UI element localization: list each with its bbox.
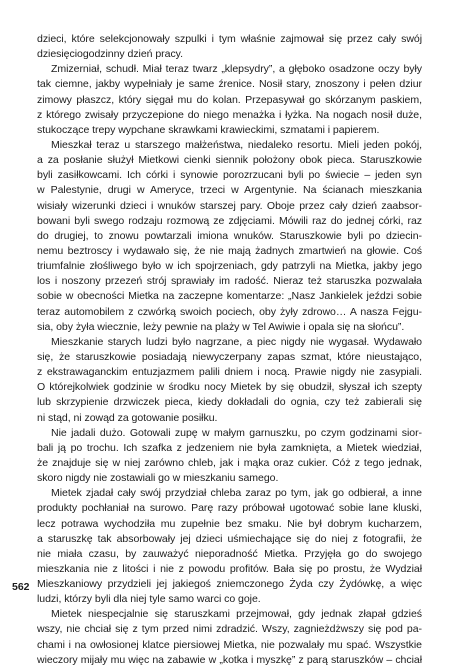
text-line: stukoczące trepy wypchane skrawkami krawieckimi, szmatami i papierem. xyxy=(37,123,380,136)
text-line: bali ją po trochu. Ich szafka z jedzeniem nie była zamknięta, a Mietek wiedział, xyxy=(37,441,422,454)
text-line: chami i na owłosionej klatce piersiowej Mietka, nie pozwalały mu spać. Wszystkie xyxy=(37,638,422,651)
text-line: z którego zwisały przyczepione do niego menażka i łyżka. Na nogach nosił duże, xyxy=(37,108,422,121)
text-line: byli zasiłkowcami. Ich córki i synowie porozrzucani byli po świecie – jeden syn xyxy=(37,169,422,182)
text-line: wisiały wizerunki dzieci i wnuków starszej pary. Oboje przez cały dzień zaabsor- xyxy=(37,199,422,212)
text-line: teraz automobilem z czwórką swoich pociech, oby żyły zdrowo… A nasza Fejgu- xyxy=(37,305,422,318)
text-line: triumfalnie złośliwego było w ich spojrzeniach, gdy patrzyli na Mietka, jakby jego xyxy=(37,260,422,273)
text-line: w Palestynie, drugi w Ameryce, trzeci w Argentynie. Na ścianach mieszkania xyxy=(37,184,422,197)
text-line: Nie jadali dużo. Gotowali zupę w małym garnuszku, po czym godzinami sior- xyxy=(51,426,422,439)
text-line: do drugiej, to znowu powtarzali imiona wnuków. Staruszkowie byli po dziecin- xyxy=(37,229,422,242)
text-line: lub skrzypienie drzwiczek pieca, kiedy dokładali do ognia, czy też zabierali się xyxy=(37,396,422,409)
text-line: sia, oby żyła wiecznie, leży pewnie na plaży w Tel Awiwie i opala się na słońcu”. xyxy=(37,320,405,333)
text-line: Mieszkał teraz u starszego małżeństwa, niedaleko resortu. Mieli jeden pokój, xyxy=(51,138,422,151)
page-number: 562 xyxy=(12,581,30,593)
text-line: Mietek zjadał cały swój przydział chleba zaraz po tym, jak go odbierał, a inne xyxy=(51,487,422,500)
text-line: los i noszony przezeń strój sprawiały im radość. Nieraz też staruszka pozwalała xyxy=(37,275,422,288)
text-line: a staruszkę tak absorbowały jej dzieci uśmiechające się do niej z fotografii, że xyxy=(37,532,422,545)
text-line: nie miała czasu, by zauważyć nieporadność Mietka. Przyjęła go do swojego xyxy=(37,547,422,560)
text-line: się, że staruszkowie posiadają niewyczerpany zapas szmat, które nieustająco, xyxy=(37,350,422,363)
text-line: a za posłanie służył Mietkowi cienki siennik położony obok pieca. Staruszkowie xyxy=(37,154,422,167)
text-line: Mieszkanie starych ludzi było nagrzane, a piec nigdy nie wygasał. Wydawało xyxy=(51,335,422,348)
text-line: Zmizerniał, schudł. Miał teraz twarz „klepsydry”, a głęboko osadzone oczy były xyxy=(51,63,422,76)
text-line: Mieszkaniowy przydzieli jej jakiegoś zniemczonego Żyda czy Żydówkę, a więc xyxy=(37,578,422,591)
text-line: zimowy płaszcz, który sięgał mu do kolan. Przepasywał go skórzanym paskiem, xyxy=(37,93,422,106)
text-line: dzieci, które selekcjonowały szpulki i tym właśnie zajmował się przez cały swój xyxy=(37,33,422,45)
body-text xyxy=(37,32,422,668)
text-line: ludzi, którzy byli dla niej tyle samo warci co goje. xyxy=(37,593,261,606)
text-line: skoro nigdy nie zostawiali go w mieszkaniu samego. xyxy=(37,472,279,485)
text-line: z ekstrawaganckim entuzjazmem palili dniem i nocą. Prawie nigdy nie zasypiali. xyxy=(37,366,422,379)
text-line: bowani byli swego rodzaju rozmową ze zdjęciami. Mówili raz do jednej córki, raz xyxy=(37,214,422,227)
text-line: sobie w obecności Mietka na zaczepne komentarze: „Nasz Jankielek jeździ sobie xyxy=(37,290,422,303)
text-line: tak ciemne, jakby wypełniały je same źrenice. Nosił stary, znoszony i pełen dziur xyxy=(37,78,422,91)
text-line: produkty pochłaniał na surowo. Parę razy próbował ugotować sobie lane kluski, xyxy=(37,502,422,515)
text-line: Mietek niespecjalnie się staruszkami przejmował, gdy jednak złapał gdzieś xyxy=(51,608,422,621)
text-line: lecz potrawa wychodziła mu zupełnie bez smaku. Nie był dobrym kucharzem, xyxy=(37,517,422,530)
text-line: ni stąd, ni zowąd za gotowanie posiłku. xyxy=(37,411,218,424)
text-line: wieczory mijały mu więc na zabawie w „kotka i myszkę” z parą staruszków – chciał xyxy=(37,653,422,666)
text-line: że znajduje się w niej zarówno chleb, jak i mąka oraz cukier. Cóż z tego jednak, xyxy=(37,456,422,469)
text-line: O którejkolwiek godzinie w środku nocy Mietek by się obudził, słyszał ich szepty xyxy=(37,381,422,394)
text-line: dziesięciogodzinny dzień pracy. xyxy=(37,48,183,61)
text-line: nemu beztroscy i wydawało się, że nie mają żadnych zmartwień na głowie. Coś xyxy=(37,244,422,257)
text-line: mieszkania nie z litości i nie z powodu profitów. Bała się po prostu, że Wydział xyxy=(37,562,422,575)
text-line: wszy, nie chciał się z tym przed nimi zdradzić. Wszy, zagnieżdżwszy się pod pa- xyxy=(37,623,422,636)
